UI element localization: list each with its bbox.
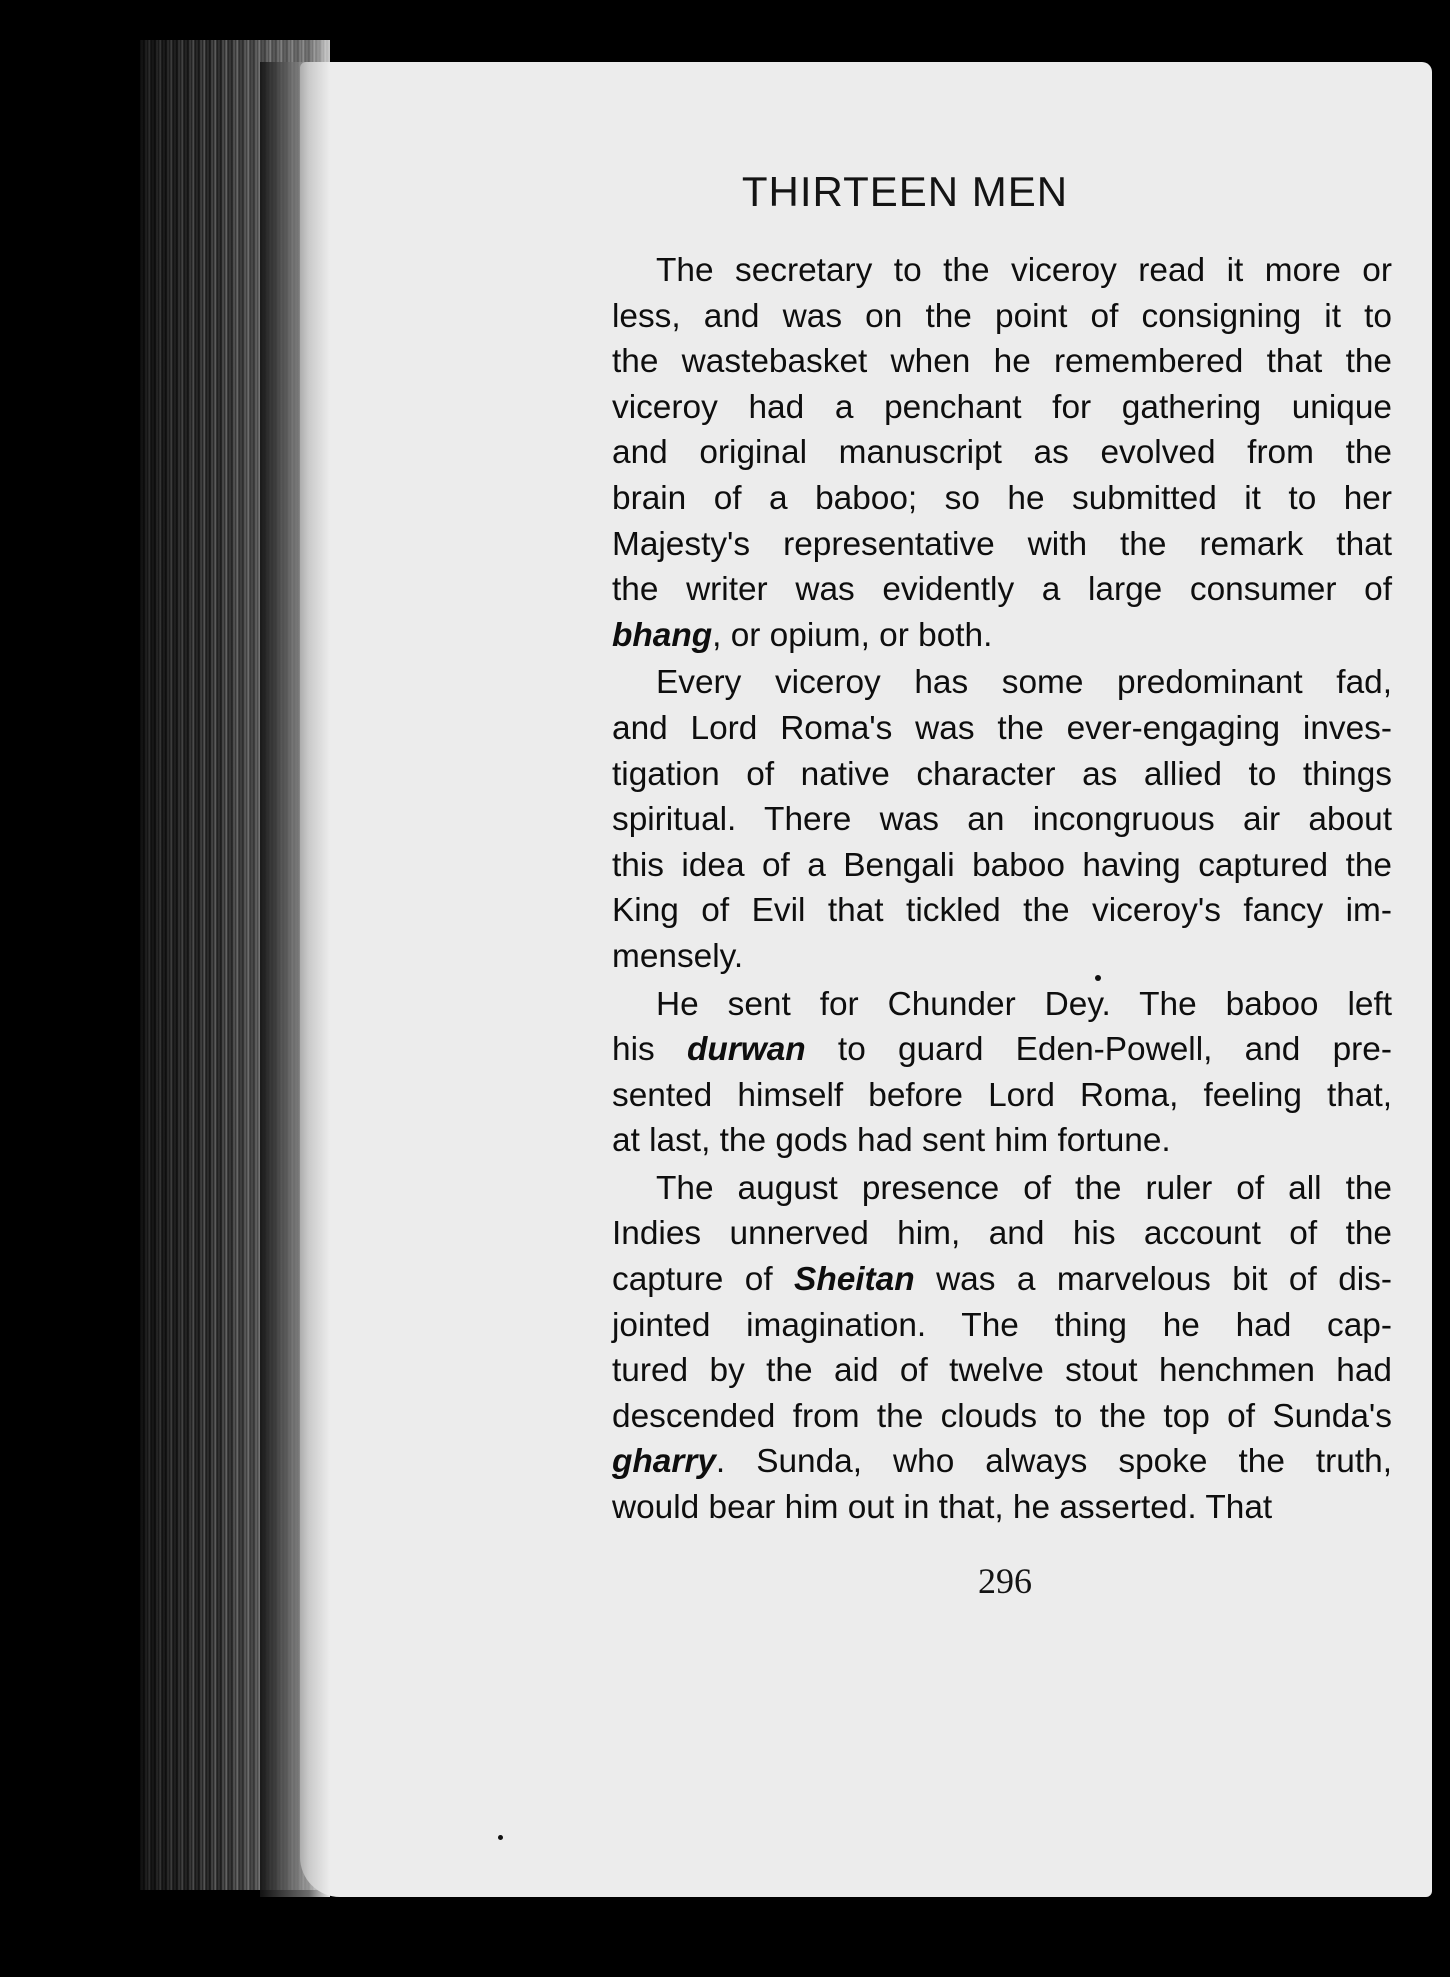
text-line [612,797,1392,843]
text-line [612,1394,1392,1440]
text-line [612,385,1392,431]
text-line [612,1257,1392,1303]
text-run: He sent for Chunder Dey. The baboo left [656,985,1392,1023]
text-line [612,476,1392,522]
text-run: less, and was on the point of consigning it to [612,297,1392,335]
text-line [612,1485,1392,1531]
italic-term: durwan [686,1031,806,1069]
text-line [612,339,1392,385]
text-run: was a marvelous bit of dis- [914,1261,1392,1299]
text-run: capture of [612,1261,795,1299]
text-line [612,1027,1392,1073]
text-run: spiritual. There was an incongruous air about [612,801,1392,839]
text-line [612,613,1392,659]
running-head: THIRTEEN MEN [741,168,1069,215]
dust-speck [1095,975,1101,981]
text-run: the writer was evidently a large consumer of [612,571,1392,609]
text-run: the wastebasket when he remembered that the [612,343,1392,381]
text-run: mensely. [612,937,744,975]
text-run: would bear him out in that, he asserted. That [612,1489,1273,1527]
text-line [612,934,1392,980]
text-line [612,1073,1392,1119]
page-number: 296 [978,1561,1032,1601]
text-line [612,1211,1392,1257]
text-run: and original manuscript as evolved from the [612,434,1392,472]
text-run: , or opium, or both. [712,616,993,654]
text-line [612,888,1392,934]
text-run: . Sunda, who always spoke the truth, [715,1443,1392,1481]
page-gutter-shadow [260,62,330,1897]
body-text [612,248,1392,1531]
text-run: Every viceroy has some predominant fad, [656,664,1392,702]
italic-term: bhang [612,616,713,654]
dust-speck [498,1835,503,1840]
text-run: this idea of a Bengali baboo having captured the [612,846,1392,884]
paragraph [612,248,1392,658]
text-line [612,752,1392,798]
text-run: his [612,1031,687,1069]
text-run: at last, the gods had sent him fortune. [612,1122,1171,1160]
text-line [612,567,1392,613]
text-line [612,294,1392,340]
text-run: to guard Eden-Powell, and pre- [805,1031,1392,1069]
italic-term: gharry [612,1443,716,1481]
text-run: tured by the aid of twelve stout henchmen had [612,1352,1392,1390]
text-line [612,982,1392,1028]
text-run: sented himself before Lord Roma, feeling that, [612,1076,1392,1114]
text-run: brain of a baboo; so he submitted it to her [612,479,1392,517]
paragraph [612,1166,1392,1531]
text-run: Indies unnerved him, and his account of the [612,1215,1392,1253]
paragraph [612,982,1392,1164]
text-line [612,660,1392,706]
text-line [612,1348,1392,1394]
text-line [612,430,1392,476]
text-run: Majesty's representative with the remark that [612,525,1392,563]
text-run: and Lord Roma's was the ever-engaging inves- [612,709,1392,747]
text-line [612,248,1392,294]
text-run: King of Evil that tickled the viceroy's fancy im- [612,892,1392,930]
text-line [612,1118,1392,1164]
text-line [612,1166,1392,1212]
text-line [612,843,1392,889]
paragraph [612,660,1392,979]
text-line [612,1439,1392,1485]
text-line [612,1303,1392,1349]
text-run: The august presence of the ruler of all the [656,1169,1392,1207]
text-line [612,706,1392,752]
italic-term: Sheitan [794,1261,915,1299]
text-run: viceroy had a penchant for gathering unique [612,388,1392,426]
text-line [612,522,1392,568]
text-run: jointed imagination. The thing he had cap- [612,1306,1392,1344]
text-run: tigation of native character as allied to things [612,755,1392,793]
text-run: descended from the clouds to the top of Sunda's [612,1397,1392,1435]
text-run: The secretary to the viceroy read it more or [656,252,1392,289]
